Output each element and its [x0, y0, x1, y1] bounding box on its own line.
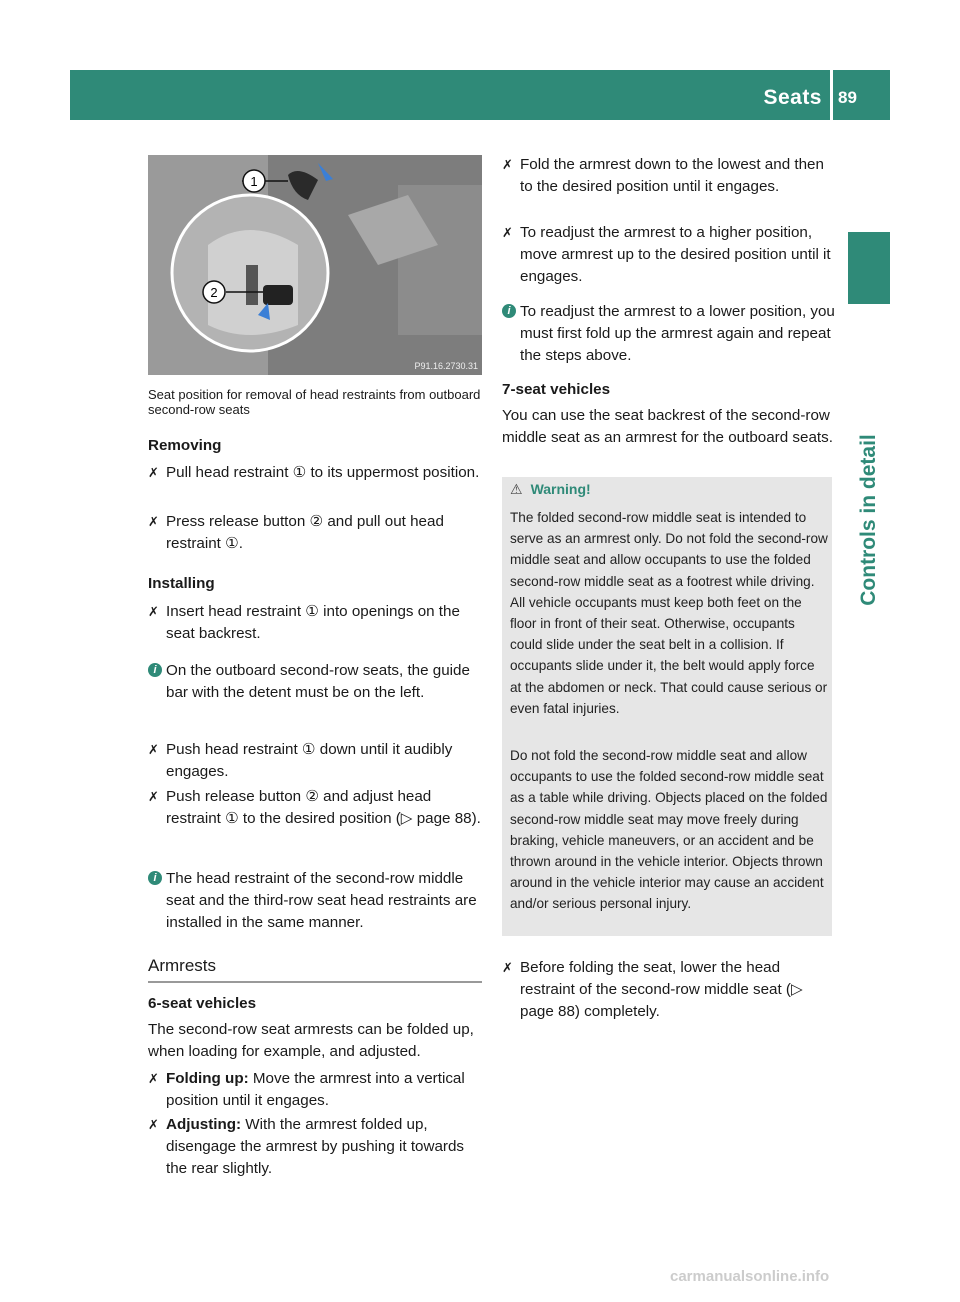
info-text: On the outboard second-row seats, the guide bar with the detent must be on the left.: [166, 662, 470, 701]
figure-code: P91.16.2730.31: [414, 361, 478, 371]
installing-step-3: [148, 786, 482, 830]
seat-figure: [148, 155, 482, 375]
warning-title: [510, 481, 810, 498]
step-text: Before folding the seat, lower the head restraint of the second-row middle seat (▷ page 88) completely.: [520, 959, 803, 1020]
seven-seat-heading: 7-seat vehicles: [502, 381, 611, 398]
figure-caption: Seat position for removal of head restraints from outboard second-row seats: [148, 387, 481, 417]
side-section-label: Controls in detail: [857, 434, 880, 606]
info-note-3: [502, 301, 836, 367]
armrest-step-3: [502, 957, 836, 1023]
step-text: Push release button ② and adjust head restraint ① to the desired position (▷ page 88).: [166, 788, 481, 827]
step-text: With the armrest folded up, disengage the armrest by pushing it towards the rear slightly.: [166, 1116, 465, 1177]
seven-seat-text: You can use the seat backrest of the second-row middle seat as an armrest for the outboard seats.: [502, 407, 833, 446]
removing-step-2: [148, 511, 482, 555]
step-text: Move the armrest into a vertical position until it engages.: [166, 1070, 465, 1109]
six-seat-heading: 6-seat vehicles: [148, 995, 257, 1012]
side-tab: [848, 232, 890, 304]
folding-step: [148, 1068, 482, 1112]
armrests-heading: Armrests: [148, 955, 482, 983]
footer-watermark: carmanualsonline.info: [670, 1268, 830, 1285]
warning-icon: ⚠: [510, 481, 523, 497]
armrest-step-1: [502, 154, 836, 198]
step-marker-icon: ✗: [148, 604, 159, 619]
step-marker-icon: ✗: [148, 1117, 159, 1132]
warning-paragraph-1: The folded second-row middle seat is intended to serve as an armrest only. Do not fold the second-row middle seat and allow occupants to use the folded second-row middle seat as a footrest while driving. All vehicle occupants must keep both feet on the floor in front of their seat. Otherwise, occupants could slide under the seat belt in a collision. If occupants slide under it, the belt would apply force at the abdomen or neck. That could cause serious or even fatal injuries.: [510, 510, 828, 716]
info-text: To readjust the armrest to a lower position, you must first fold up the armrest again and repeat the steps above.: [520, 303, 835, 364]
step-marker-icon: ✗: [502, 225, 513, 240]
info-icon: i: [148, 663, 162, 677]
warning-paragraph-2: Do not fold the second-row middle seat and allow occupants to use the folded second-row middle seat as a table while driving. Objects placed on the folded second-row middle seat may move freely during braking, vehicle maneuvers, or an accident and be thrown around in the vehicle interior. Objects thrown around in the vehicle interior may cause an accident and/or serious personal injury.: [510, 748, 828, 912]
removing-heading: Removing: [148, 437, 222, 454]
installing-step-1: [148, 601, 482, 645]
installing-heading: Installing: [148, 575, 215, 592]
step-text: Press release button ② and pull out head restraint ①.: [166, 513, 444, 552]
step-marker-icon: ✗: [502, 960, 513, 975]
step-marker-icon: ✗: [502, 157, 513, 172]
info-icon: i: [148, 871, 162, 885]
step-text: Pull head restraint ① to its uppermost position.: [166, 464, 480, 481]
seat-photo: [148, 155, 482, 375]
armrest-step-2: [502, 222, 836, 288]
adjusting-label: Adjusting:: [166, 1116, 242, 1133]
warning-title-text: Warning!: [530, 481, 591, 497]
step-text: Fold the armrest down to the lowest and then to the desired position until it engages.: [520, 156, 824, 195]
step-text: Push head restraint ① down until it audibly engages.: [166, 741, 453, 780]
installing-step-2: [148, 739, 482, 783]
step-marker-icon: ✗: [148, 465, 159, 480]
adjusting-step: [148, 1114, 482, 1180]
info-note-2: [148, 868, 482, 934]
folding-label: Folding up:: [166, 1070, 249, 1087]
page-number: 89: [838, 88, 857, 107]
step-marker-icon: ✗: [148, 742, 159, 757]
step-marker-icon: ✗: [148, 514, 159, 529]
step-text: To readjust the armrest to a higher position, move armrest up to the desired position until it engages.: [520, 224, 831, 285]
callout-1-label: 1: [250, 174, 258, 189]
step-marker-icon: ✗: [148, 789, 159, 804]
info-note-1: [148, 660, 482, 704]
info-icon: i: [502, 304, 516, 318]
step-marker-icon: ✗: [148, 1071, 159, 1086]
info-text: The head restraint of the second-row middle seat and the third-row seat head restraints are installed in the same manner.: [166, 870, 477, 931]
page-title: Seats: [763, 86, 822, 109]
header-divider: [830, 70, 833, 120]
step-text: Insert head restraint ① into openings on the seat backrest.: [166, 603, 460, 642]
six-seat-text: The second-row seat armrests can be folded up, when loading for example, and adjusted.: [148, 1021, 474, 1060]
callout-2-label: 2: [210, 285, 218, 300]
removing-step-1: [148, 462, 482, 484]
